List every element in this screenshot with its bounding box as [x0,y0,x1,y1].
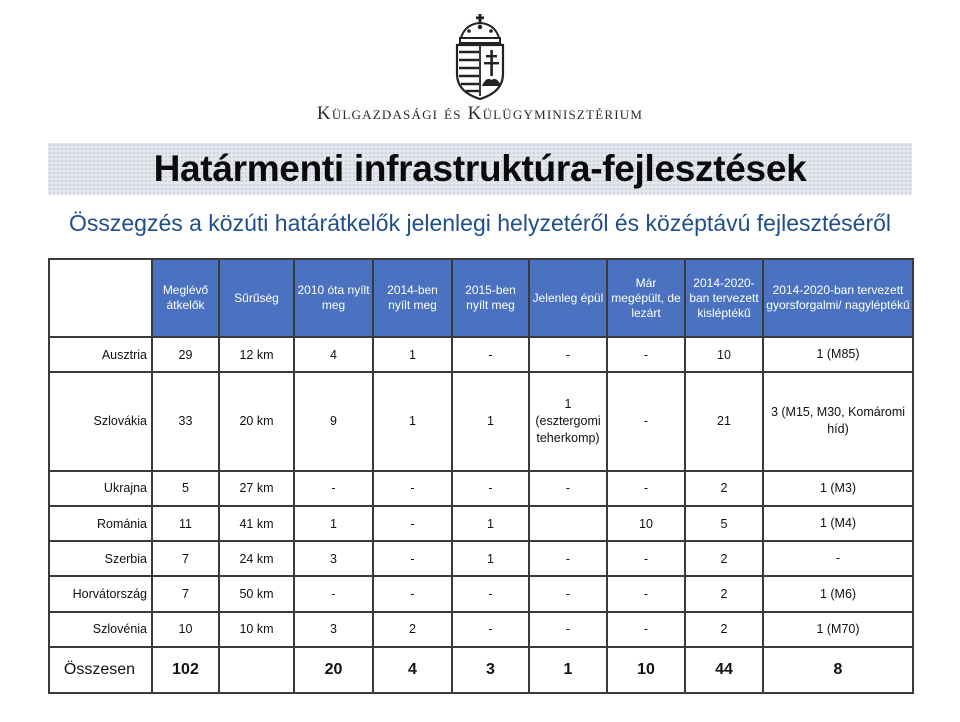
table-cell: 5 [685,506,763,541]
table-cell: - [452,612,529,647]
table-cell: 5 [152,471,219,506]
table-cell: - [529,576,607,611]
table-cell: - [607,541,685,576]
country-cell: Ukrajna [49,471,152,506]
table-cell: 33 [152,372,219,470]
header-cell: Sűrűség [219,259,294,337]
table-row [49,506,913,541]
header-cell: 2010 óta nyílt meg [294,259,373,337]
table-cell: - [373,541,452,576]
total-cell: 3 [452,647,529,693]
table-cell: 10 [607,506,685,541]
table-cell: - [373,471,452,506]
table-cell: 9 [294,372,373,470]
header-cell: 2015-ben nyílt meg [452,259,529,337]
table-cell: 1 (M3) [763,471,913,506]
table-cell: 1 [452,506,529,541]
header-cell: Már megépült, de lezárt [607,259,685,337]
table-cell: 7 [152,576,219,611]
table-cell: - [607,471,685,506]
country-cell: Ausztria [49,337,152,372]
table-cell: 21 [685,372,763,470]
table-cell: 1 (esztergomi teherkomp) [529,372,607,470]
table-cell: 3 (M15, M30, Komáromi híd) [763,372,913,470]
country-cell: Szlovénia [49,612,152,647]
table-cell: 1 (M70) [763,612,913,647]
table-row [49,337,913,372]
table-cell: 10 km [219,612,294,647]
table-cell: - [373,506,452,541]
table-cell: 1 (M6) [763,576,913,611]
table-cell: 1 [452,372,529,470]
total-cell: 8 [763,647,913,693]
table-cell: 41 km [219,506,294,541]
table-cell: 12 km [219,337,294,372]
total-cell: 102 [152,647,219,693]
total-cell: 1 [529,647,607,693]
country-cell: Szlovákia [49,372,152,470]
table-cell: 2 [685,541,763,576]
country-cell: Horvátország [49,576,152,611]
table-header-row [49,259,913,337]
table-row [49,372,913,470]
header-cell: 2014-2020-ban tervezett kisléptékű [685,259,763,337]
table-cell: 27 km [219,471,294,506]
total-cell: 10 [607,647,685,693]
table-cell: 2 [685,612,763,647]
header-cell-corner [49,259,152,337]
table-cell: 1 [294,506,373,541]
table-cell: - [529,541,607,576]
table-cell: 4 [294,337,373,372]
table-row [49,541,913,576]
table-cell: 2 [685,471,763,506]
table-cell: 2 [373,612,452,647]
table-cell: - [529,337,607,372]
country-cell: Szerbia [49,541,152,576]
table-cell: 20 km [219,372,294,470]
table-cell: 1 [373,372,452,470]
table-cell: 2 [685,576,763,611]
subtitle: Összegzés a közúti határátkelők jelenlegi helyzetéről és középtávú fejlesztéséről [68,210,892,236]
table-cell: - [607,372,685,470]
total-cell: 44 [685,647,763,693]
table-cell: - [529,612,607,647]
total-cell: 20 [294,647,373,693]
total-cell [219,647,294,693]
table-cell: - [294,471,373,506]
table-cell: - [607,576,685,611]
table-row [49,576,913,611]
table-cell: 1 [373,337,452,372]
table-cell: 10 [685,337,763,372]
header-cell: Meglévő átkelők [152,259,219,337]
table-cell: 1 (M85) [763,337,913,372]
country-cell: Románia [49,506,152,541]
coat-of-arms-icon [451,14,509,100]
table-cell: 24 km [219,541,294,576]
table-cell: 50 km [219,576,294,611]
total-label-cell: Összesen [49,647,152,693]
header-cell: Jelenleg épül [529,259,607,337]
table-cell: 11 [152,506,219,541]
table-cell: - [763,541,913,576]
table-cell: 29 [152,337,219,372]
table-cell: 1 [452,541,529,576]
table-cell: 7 [152,541,219,576]
table-cell: - [452,337,529,372]
table-cell: 1 (M4) [763,506,913,541]
table-cell: - [452,576,529,611]
table-row [49,471,913,506]
table-cell: - [294,576,373,611]
table-cell: 10 [152,612,219,647]
table-row [49,612,913,647]
table-total-row [49,647,913,693]
table-cell: - [529,471,607,506]
page-title: Határmenti infrastruktúra-fejlesztések [153,148,807,189]
ministry-name: Külgazdasági és Külügyminisztérium [316,103,644,124]
header-cell: 2014-ben nyílt meg [373,259,452,337]
table-cell: - [607,337,685,372]
table-cell: - [373,576,452,611]
table-cell: - [452,471,529,506]
table-cell: 3 [294,541,373,576]
border-crossing-table [48,258,914,694]
total-cell: 4 [373,647,452,693]
table-cell: - [607,612,685,647]
header-cell: 2014-2020-ban tervezett gyorsforgalmi/ nagyléptékű [763,259,913,337]
table-cell [529,506,607,541]
table-cell: 3 [294,612,373,647]
